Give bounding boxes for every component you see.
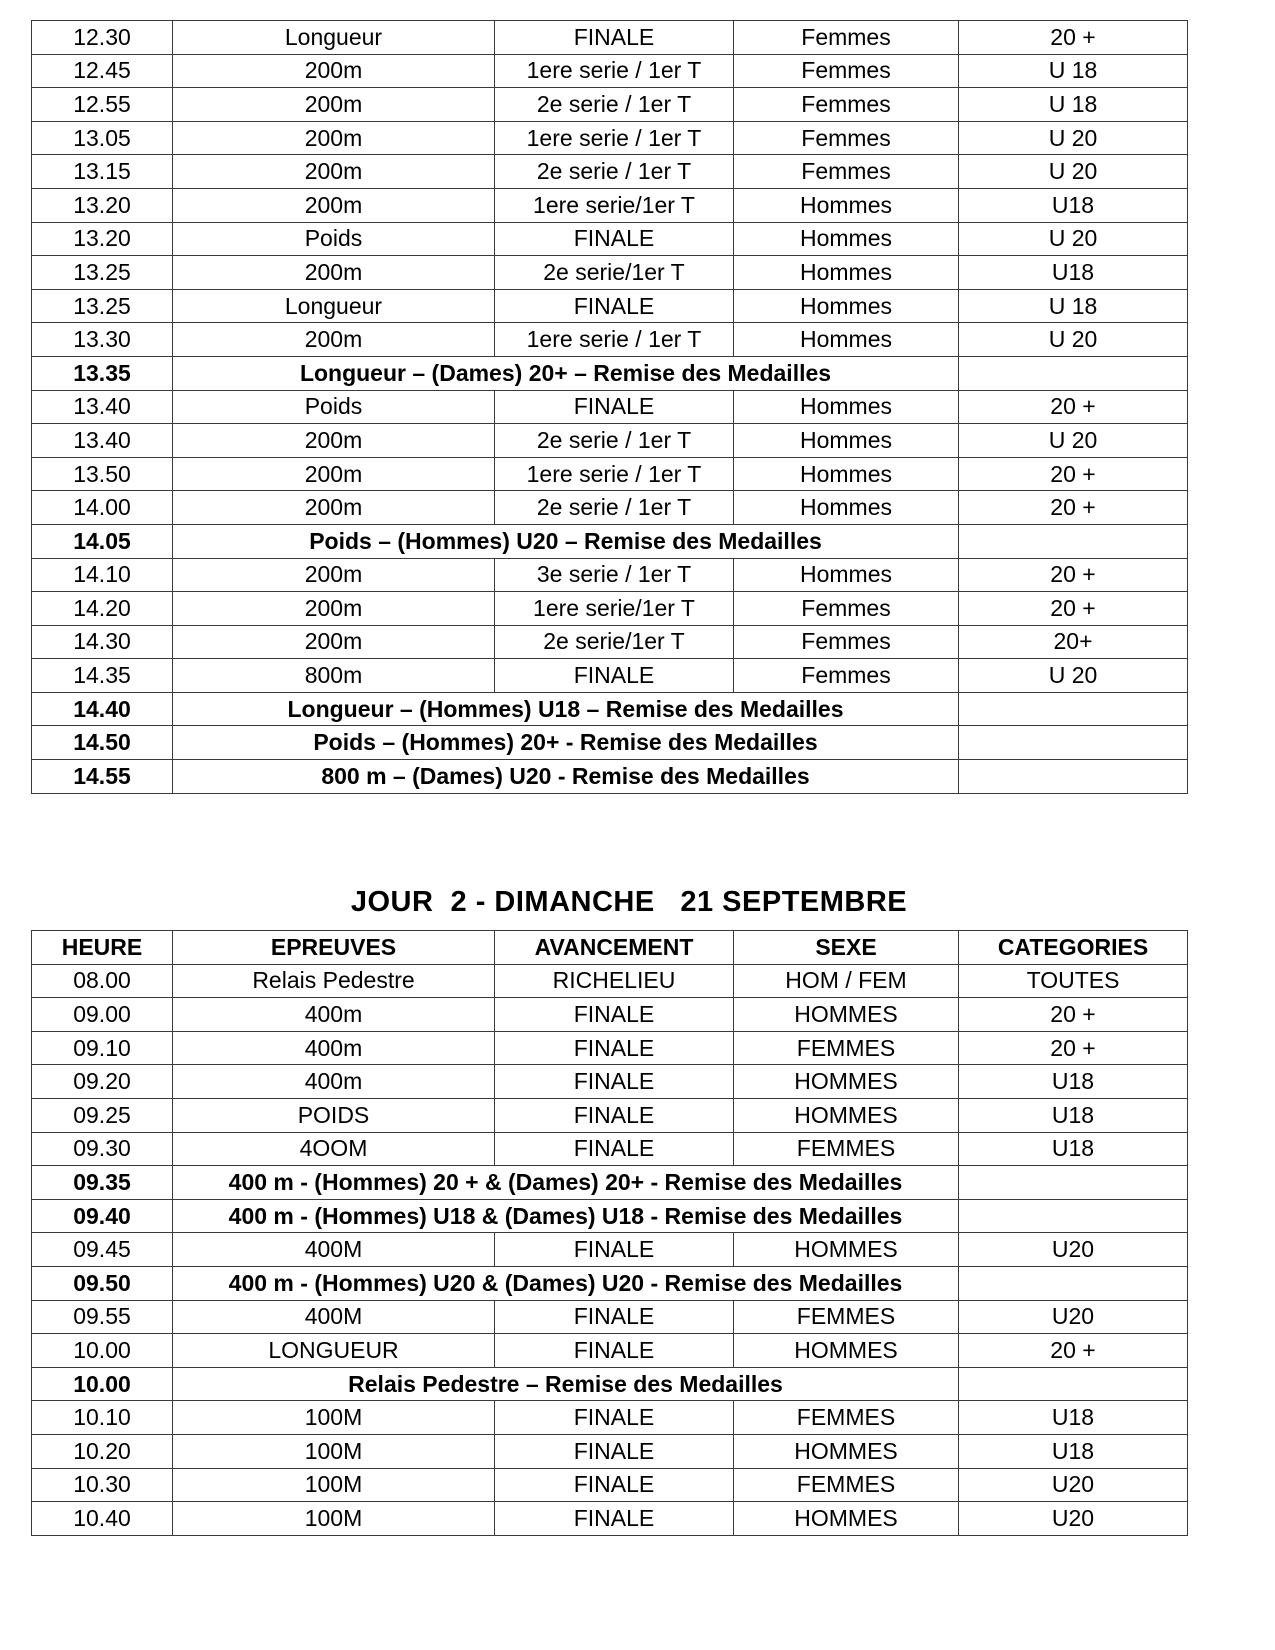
- cell-sexe: Femmes: [734, 155, 959, 189]
- cell-sexe: Hommes: [734, 390, 959, 424]
- table-row: [32, 1132, 1188, 1166]
- day2-table-body: [32, 964, 1188, 1535]
- cell-epreuve: 200m: [173, 121, 495, 155]
- cell-categorie-empty: [959, 356, 1188, 390]
- table-row: [32, 424, 1188, 458]
- cell-heure: 10.00: [32, 1367, 173, 1401]
- cell-categorie-empty: [959, 726, 1188, 760]
- cell-heure: 14.30: [32, 625, 173, 659]
- ceremony-row: [32, 356, 1188, 390]
- cell-heure: 14.35: [32, 659, 173, 693]
- cell-avancement: FINALE: [495, 1401, 734, 1435]
- cell-avancement: FINALE: [495, 1065, 734, 1099]
- cell-categorie-empty: [959, 760, 1188, 794]
- cell-avancement: FINALE: [495, 1434, 734, 1468]
- cell-epreuve: 200m: [173, 54, 495, 88]
- cell-categorie: U 18: [959, 88, 1188, 122]
- cell-heure: 13.20: [32, 222, 173, 256]
- cell-categorie: U18: [959, 1065, 1188, 1099]
- cell-avancement: 1ere serie/1er T: [495, 592, 734, 626]
- cell-categorie: 20 +: [959, 390, 1188, 424]
- cell-heure: 13.20: [32, 188, 173, 222]
- cell-heure: 10.20: [32, 1434, 173, 1468]
- cell-sexe: FEMMES: [734, 1031, 959, 1065]
- cell-categorie: 20 +: [959, 592, 1188, 626]
- cell-sexe: HOMMES: [734, 1098, 959, 1132]
- cell-epreuve: 800m: [173, 659, 495, 693]
- cell-epreuve: 400m: [173, 998, 495, 1032]
- cell-categorie: U20: [959, 1233, 1188, 1267]
- cell-sexe: Femmes: [734, 54, 959, 88]
- cell-avancement: 2e serie/1er T: [495, 625, 734, 659]
- cell-avancement: FINALE: [495, 1233, 734, 1267]
- cell-categorie-empty: [959, 1367, 1188, 1401]
- table-row: [32, 659, 1188, 693]
- cell-categorie: U 20: [959, 323, 1188, 357]
- ceremony-row: [32, 1199, 1188, 1233]
- cell-categorie: U 20: [959, 424, 1188, 458]
- cell-avancement: 1ere serie / 1er T: [495, 457, 734, 491]
- ceremony-row: [32, 1166, 1188, 1200]
- cell-heure: 10.00: [32, 1334, 173, 1368]
- cell-sexe: Femmes: [734, 21, 959, 55]
- cell-heure: 09.30: [32, 1132, 173, 1166]
- cell-categorie: U20: [959, 1502, 1188, 1536]
- table-row: [32, 121, 1188, 155]
- table-row: [32, 390, 1188, 424]
- day2-table-header: [32, 931, 1188, 965]
- table-row: [32, 1434, 1188, 1468]
- table-row: [32, 1300, 1188, 1334]
- cell-categorie: 20 +: [959, 998, 1188, 1032]
- ceremony-row: [32, 692, 1188, 726]
- table-row: [32, 54, 1188, 88]
- cell-categorie: TOUTES: [959, 964, 1188, 998]
- ceremony-row: [32, 760, 1188, 794]
- header-avancement: AVANCEMENT: [495, 931, 734, 965]
- cell-categorie: 20+: [959, 625, 1188, 659]
- cell-avancement: RICHELIEU: [495, 964, 734, 998]
- cell-categorie-empty: [959, 524, 1188, 558]
- cell-categorie-empty: [959, 1166, 1188, 1200]
- cell-sexe: Hommes: [734, 289, 959, 323]
- cell-avancement: 2e serie/1er T: [495, 256, 734, 290]
- cell-sexe: Femmes: [734, 659, 959, 693]
- ceremony-row: [32, 726, 1188, 760]
- table-row: [32, 1098, 1188, 1132]
- cell-categorie: U18: [959, 1098, 1188, 1132]
- cell-sexe: Hommes: [734, 558, 959, 592]
- cell-categorie: 20 +: [959, 491, 1188, 525]
- header-categories: CATEGORIES: [959, 931, 1188, 965]
- cell-sexe: Hommes: [734, 424, 959, 458]
- cell-heure: 08.00: [32, 964, 173, 998]
- cell-heure: 14.50: [32, 726, 173, 760]
- header-epreuves: EPREUVES: [173, 931, 495, 965]
- cell-avancement: FINALE: [495, 21, 734, 55]
- cell-avancement: FINALE: [495, 1334, 734, 1368]
- cell-epreuve: 400M: [173, 1233, 495, 1267]
- cell-avancement: 2e serie / 1er T: [495, 88, 734, 122]
- table-row: [32, 964, 1188, 998]
- cell-heure: 09.40: [32, 1199, 173, 1233]
- cell-heure: 13.50: [32, 457, 173, 491]
- table-row: [32, 289, 1188, 323]
- cell-avancement: FINALE: [495, 1300, 734, 1334]
- cell-heure: 12.55: [32, 88, 173, 122]
- cell-avancement: 3e serie / 1er T: [495, 558, 734, 592]
- ceremony-row: [32, 1266, 1188, 1300]
- cell-categorie: U20: [959, 1468, 1188, 1502]
- cell-heure: 09.50: [32, 1266, 173, 1300]
- cell-ceremony: 800 m – (Dames) U20 - Remise des Medailles: [173, 760, 959, 794]
- cell-epreuve: 400M: [173, 1300, 495, 1334]
- cell-epreuve: POIDS: [173, 1098, 495, 1132]
- cell-heure: 14.40: [32, 692, 173, 726]
- cell-heure: 09.35: [32, 1166, 173, 1200]
- cell-epreuve: 400m: [173, 1065, 495, 1099]
- cell-heure: 09.55: [32, 1300, 173, 1334]
- cell-epreuve: 100M: [173, 1401, 495, 1435]
- table-row: [32, 1468, 1188, 1502]
- table-row: [32, 1334, 1188, 1368]
- cell-categorie: 20 +: [959, 558, 1188, 592]
- table-row: [32, 222, 1188, 256]
- cell-epreuve: LONGUEUR: [173, 1334, 495, 1368]
- cell-heure: 10.30: [32, 1468, 173, 1502]
- cell-sexe: HOMMES: [734, 1065, 959, 1099]
- cell-categorie: U18: [959, 1132, 1188, 1166]
- cell-avancement: 1ere serie / 1er T: [495, 121, 734, 155]
- cell-heure: 12.45: [32, 54, 173, 88]
- cell-sexe: HOMMES: [734, 1334, 959, 1368]
- cell-sexe: Hommes: [734, 491, 959, 525]
- cell-categorie: U18: [959, 1401, 1188, 1435]
- cell-epreuve: 200m: [173, 88, 495, 122]
- cell-ceremony: 400 m - (Hommes) 20 + & (Dames) 20+ - Remise des Medailles: [173, 1166, 959, 1200]
- cell-heure: 14.20: [32, 592, 173, 626]
- table-row: [32, 1065, 1188, 1099]
- cell-epreuve: Longueur: [173, 289, 495, 323]
- cell-epreuve: 200m: [173, 457, 495, 491]
- cell-sexe: HOMMES: [734, 1502, 959, 1536]
- cell-heure: 13.05: [32, 121, 173, 155]
- day1-schedule-table: [31, 20, 1188, 794]
- cell-categorie: U 20: [959, 659, 1188, 693]
- cell-heure: 09.10: [32, 1031, 173, 1065]
- cell-heure: 13.40: [32, 424, 173, 458]
- cell-epreuve: 200m: [173, 188, 495, 222]
- cell-heure: 09.00: [32, 998, 173, 1032]
- cell-sexe: FEMMES: [734, 1300, 959, 1334]
- table-row: [32, 1031, 1188, 1065]
- cell-sexe: HOMMES: [734, 998, 959, 1032]
- table-row: [32, 21, 1188, 55]
- cell-categorie: U 18: [959, 54, 1188, 88]
- cell-categorie: U20: [959, 1300, 1188, 1334]
- cell-avancement: FINALE: [495, 390, 734, 424]
- header-sexe: SEXE: [734, 931, 959, 965]
- cell-sexe: HOM / FEM: [734, 964, 959, 998]
- cell-epreuve: 200m: [173, 323, 495, 357]
- cell-categorie: U18: [959, 188, 1188, 222]
- table-row: [32, 592, 1188, 626]
- cell-epreuve: 100M: [173, 1502, 495, 1536]
- table-row: [32, 323, 1188, 357]
- day2-schedule-table: [31, 930, 1188, 1536]
- table-row: [32, 1401, 1188, 1435]
- cell-sexe: Hommes: [734, 256, 959, 290]
- cell-heure: 13.25: [32, 256, 173, 290]
- cell-categorie-empty: [959, 692, 1188, 726]
- cell-heure: 13.35: [32, 356, 173, 390]
- cell-avancement: FINALE: [495, 1098, 734, 1132]
- cell-ceremony: Longueur – (Dames) 20+ – Remise des Medailles: [173, 356, 959, 390]
- cell-sexe: HOMMES: [734, 1434, 959, 1468]
- cell-categorie: U 20: [959, 155, 1188, 189]
- cell-heure: 13.25: [32, 289, 173, 323]
- header-heure: HEURE: [32, 931, 173, 965]
- cell-avancement: FINALE: [495, 1132, 734, 1166]
- cell-heure: 13.40: [32, 390, 173, 424]
- cell-sexe: Femmes: [734, 88, 959, 122]
- cell-sexe: FEMMES: [734, 1401, 959, 1435]
- table-row: [32, 457, 1188, 491]
- table-row: [32, 625, 1188, 659]
- cell-sexe: Hommes: [734, 222, 959, 256]
- cell-avancement: FINALE: [495, 1502, 734, 1536]
- cell-sexe: Femmes: [734, 625, 959, 659]
- cell-heure: 10.10: [32, 1401, 173, 1435]
- cell-sexe: Hommes: [734, 457, 959, 491]
- cell-heure: 14.05: [32, 524, 173, 558]
- table-row: [32, 188, 1188, 222]
- cell-categorie: U 18: [959, 289, 1188, 323]
- cell-heure: 09.45: [32, 1233, 173, 1267]
- table-row: [32, 155, 1188, 189]
- cell-sexe: Femmes: [734, 592, 959, 626]
- cell-ceremony: Poids – (Hommes) U20 – Remise des Medailles: [173, 524, 959, 558]
- cell-avancement: FINALE: [495, 998, 734, 1032]
- cell-avancement: 2e serie / 1er T: [495, 155, 734, 189]
- cell-epreuve: 200m: [173, 592, 495, 626]
- cell-ceremony: Longueur – (Hommes) U18 – Remise des Medailles: [173, 692, 959, 726]
- table-row: [32, 1502, 1188, 1536]
- cell-sexe: FEMMES: [734, 1468, 959, 1502]
- cell-categorie: 20 +: [959, 1334, 1188, 1368]
- cell-avancement: 1ere serie / 1er T: [495, 323, 734, 357]
- table-row: [32, 88, 1188, 122]
- cell-heure: 13.15: [32, 155, 173, 189]
- cell-categorie: U 20: [959, 121, 1188, 155]
- table-row: [32, 256, 1188, 290]
- cell-heure: 10.40: [32, 1502, 173, 1536]
- cell-categorie: 20 +: [959, 457, 1188, 491]
- table-row: [32, 558, 1188, 592]
- cell-sexe: Femmes: [734, 121, 959, 155]
- cell-categorie: U18: [959, 1434, 1188, 1468]
- cell-sexe: HOMMES: [734, 1233, 959, 1267]
- cell-heure: 14.55: [32, 760, 173, 794]
- table-row: [32, 491, 1188, 525]
- cell-epreuve: 200m: [173, 155, 495, 189]
- table-row: [32, 998, 1188, 1032]
- cell-epreuve: Longueur: [173, 21, 495, 55]
- cell-epreuve: 100M: [173, 1434, 495, 1468]
- cell-ceremony: 400 m - (Hommes) U18 & (Dames) U18 - Remise des Medailles: [173, 1199, 959, 1233]
- cell-heure: 09.25: [32, 1098, 173, 1132]
- day1-table-body: [32, 21, 1188, 794]
- cell-categorie-empty: [959, 1199, 1188, 1233]
- cell-epreuve: 100M: [173, 1468, 495, 1502]
- header-row: [32, 931, 1188, 965]
- cell-ceremony: Poids – (Hommes) 20+ - Remise des Medailles: [173, 726, 959, 760]
- cell-categorie: U18: [959, 256, 1188, 290]
- cell-heure: 14.00: [32, 491, 173, 525]
- cell-epreuve: 4OOM: [173, 1132, 495, 1166]
- cell-epreuve: 200m: [173, 424, 495, 458]
- cell-epreuve: 200m: [173, 256, 495, 290]
- cell-ceremony: Relais Pedestre – Remise des Medailles: [173, 1367, 959, 1401]
- cell-avancement: FINALE: [495, 222, 734, 256]
- cell-heure: 09.20: [32, 1065, 173, 1099]
- cell-epreuve: 200m: [173, 491, 495, 525]
- cell-ceremony: 400 m - (Hommes) U20 & (Dames) U20 - Remise des Medailles: [173, 1266, 959, 1300]
- cell-avancement: 1ere serie/1er T: [495, 188, 734, 222]
- cell-heure: 13.30: [32, 323, 173, 357]
- cell-sexe: Hommes: [734, 188, 959, 222]
- cell-sexe: FEMMES: [734, 1132, 959, 1166]
- cell-avancement: FINALE: [495, 1468, 734, 1502]
- cell-avancement: 2e serie / 1er T: [495, 424, 734, 458]
- cell-epreuve: Relais Pedestre: [173, 964, 495, 998]
- cell-avancement: FINALE: [495, 1031, 734, 1065]
- ceremony-row: [32, 524, 1188, 558]
- cell-avancement: 2e serie / 1er T: [495, 491, 734, 525]
- cell-categorie: U 20: [959, 222, 1188, 256]
- cell-epreuve: Poids: [173, 390, 495, 424]
- cell-heure: 14.10: [32, 558, 173, 592]
- cell-avancement: FINALE: [495, 659, 734, 693]
- day2-title: JOUR 2 - DIMANCHE 21 SEPTEMBRE: [350, 886, 908, 918]
- ceremony-row: [32, 1367, 1188, 1401]
- cell-epreuve: 200m: [173, 558, 495, 592]
- cell-categorie-empty: [959, 1266, 1188, 1300]
- cell-epreuve: Poids: [173, 222, 495, 256]
- cell-heure: 12.30: [32, 21, 173, 55]
- cell-epreuve: 400m: [173, 1031, 495, 1065]
- cell-avancement: FINALE: [495, 289, 734, 323]
- cell-categorie: 20 +: [959, 21, 1188, 55]
- cell-epreuve: 200m: [173, 625, 495, 659]
- cell-avancement: 1ere serie / 1er T: [495, 54, 734, 88]
- cell-sexe: Hommes: [734, 323, 959, 357]
- cell-categorie: 20 +: [959, 1031, 1188, 1065]
- table-row: [32, 1233, 1188, 1267]
